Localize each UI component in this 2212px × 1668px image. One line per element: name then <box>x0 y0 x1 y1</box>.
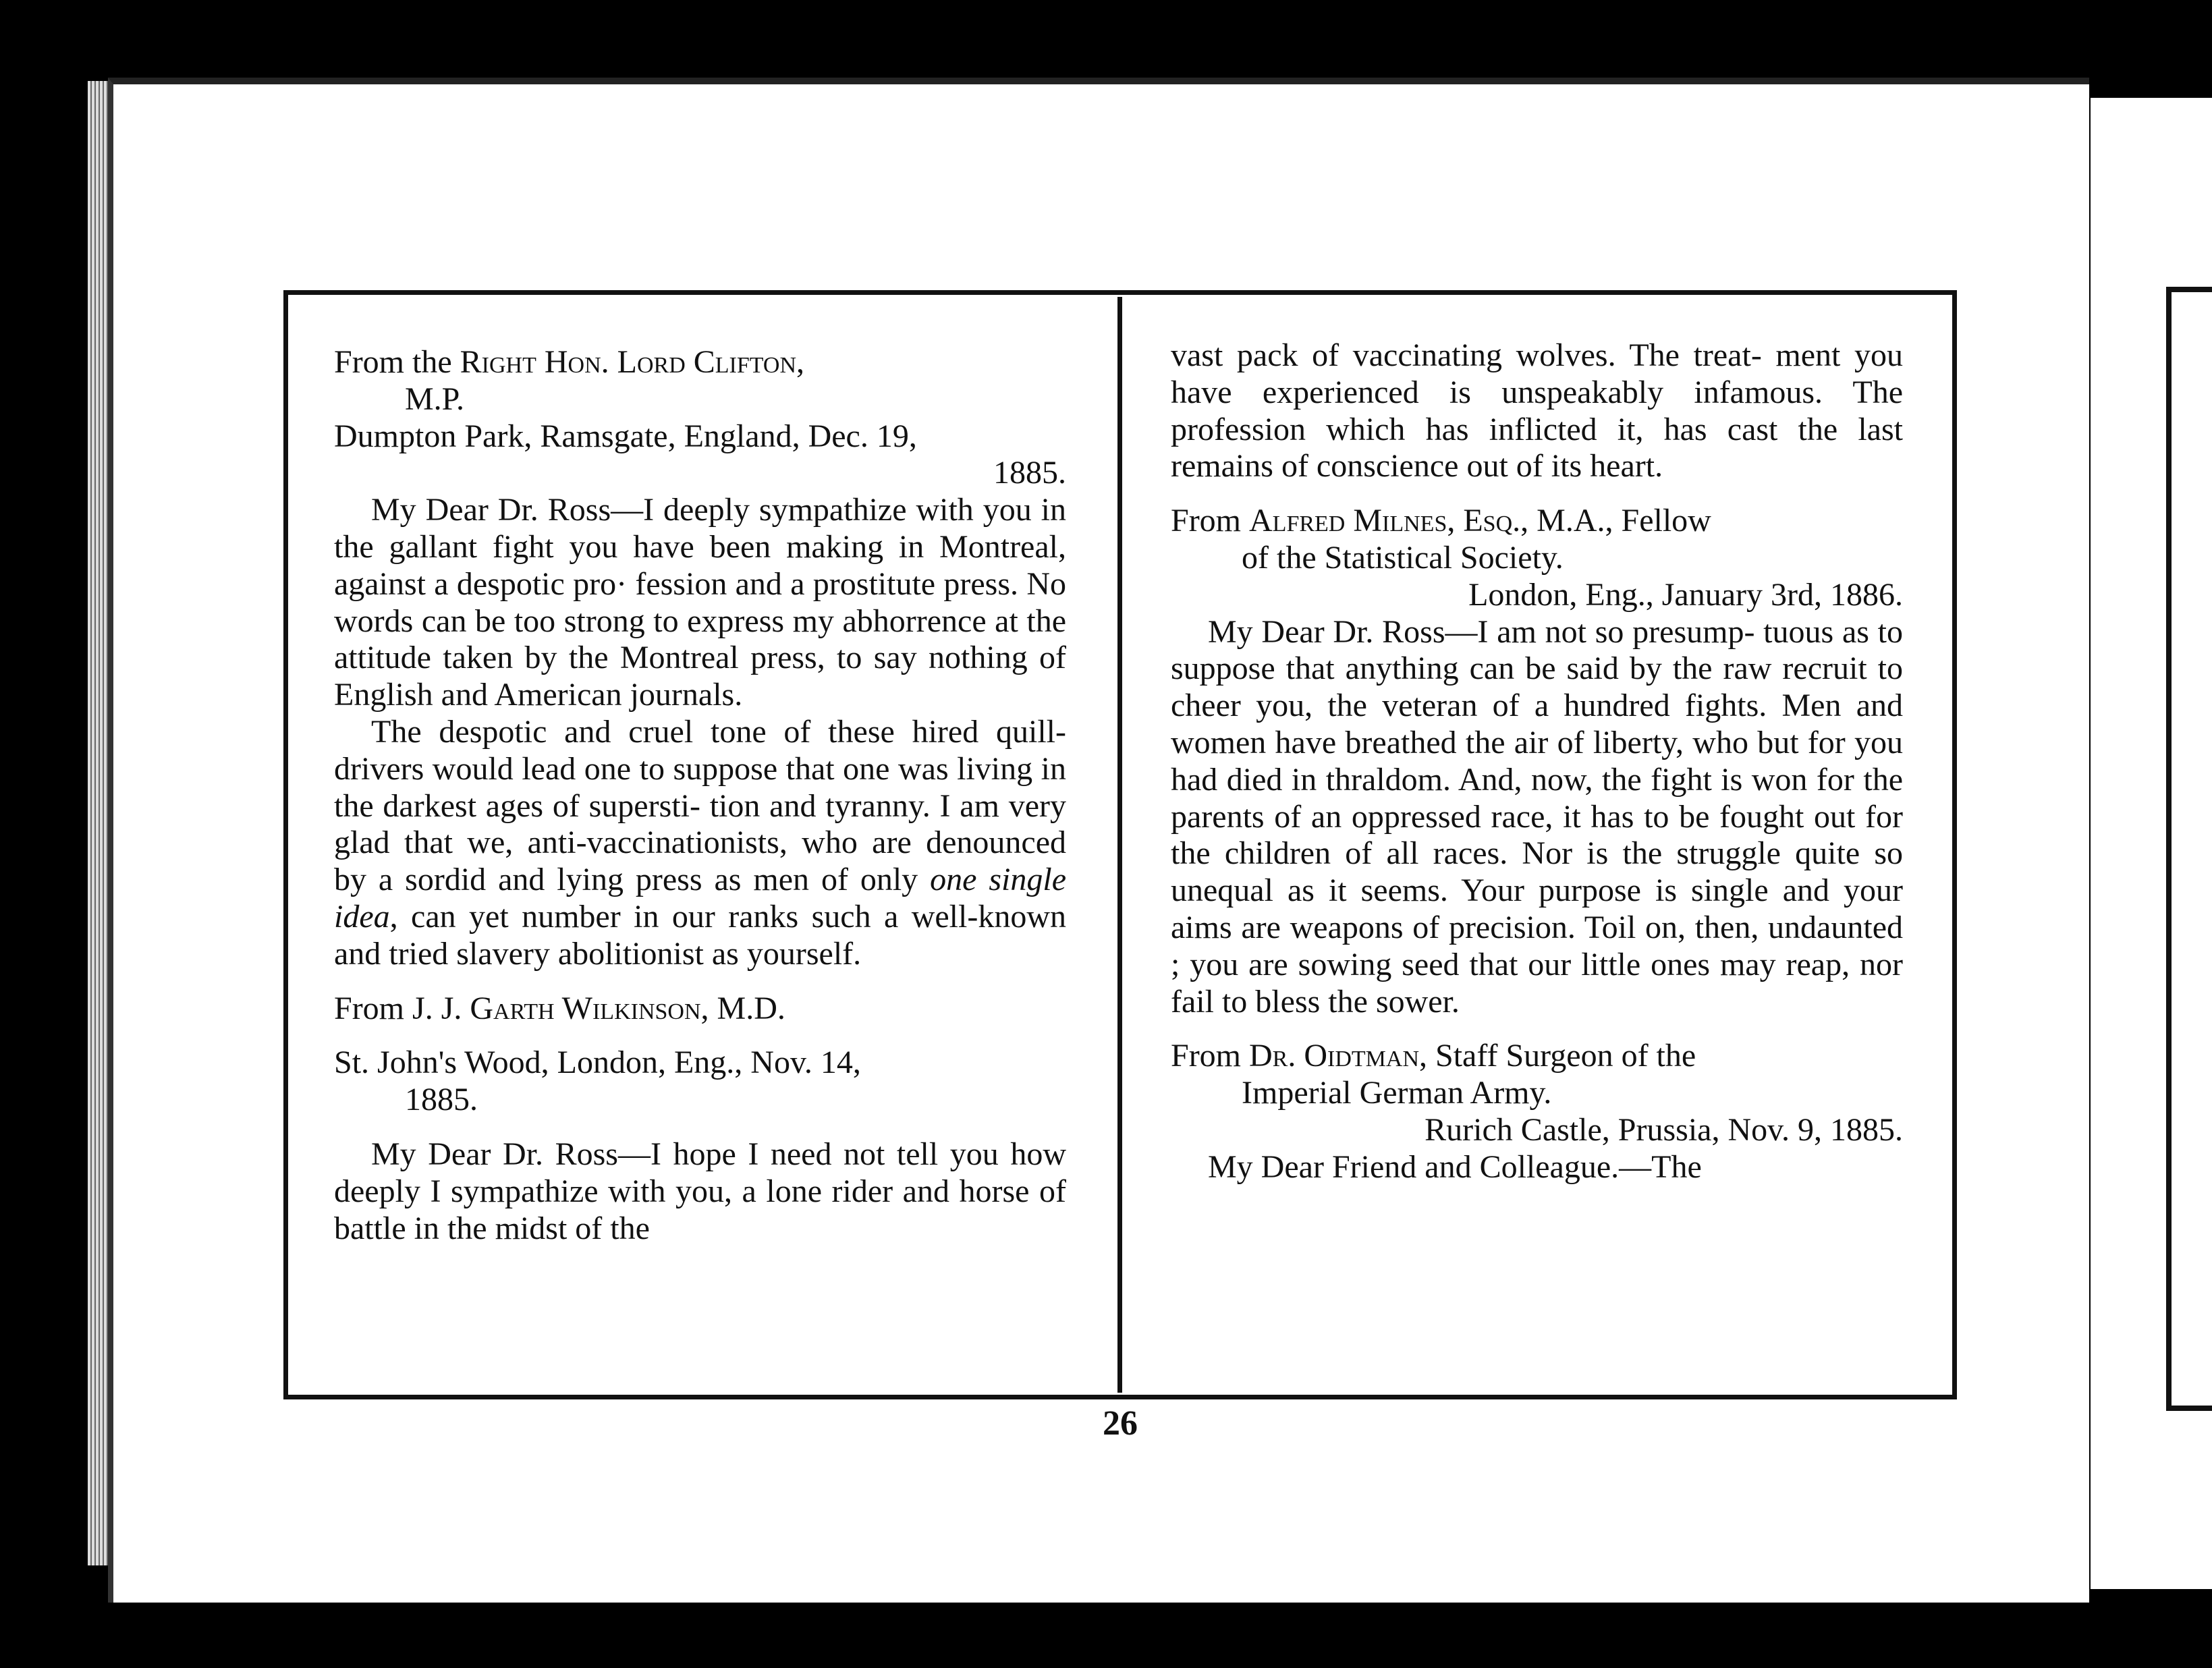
letter-paragraph: My Dear Friend and Colleague.—The <box>1208 1148 1702 1185</box>
letter-place-date: Rurich Castle, Prussia, Nov. 9, 1885. <box>1425 1111 1903 1148</box>
left-column <box>334 344 1066 1247</box>
page-number: 26 <box>1103 1404 1138 1443</box>
heading-title: M.P. <box>405 381 465 417</box>
heading-society: of the Statistical Society. <box>1242 539 1564 576</box>
right-column <box>1171 337 1903 1186</box>
letter-heading-milnes: From Alfred Milnes, Esq., M.A., Fellow <box>1171 503 1711 539</box>
letter-heading-wilkinson: From J. J. Garth Wilkinson, M.D. <box>334 990 785 1026</box>
letter-place-date: St. John's Wood, London, Eng., Nov. 14, <box>334 1045 861 1081</box>
emphasis-text: one single idea <box>334 862 1067 935</box>
letter-paragraph: My Dear Dr. Ross—I deeply sympathize with you in the gallant fight you have been making in Montreal, against a despotic pro· fession and a prostitute press. No words can be too strong to express my abhorrence at the attitude taken by the Montreal press, to say nothing of English and American journals. <box>334 492 1066 713</box>
letter-place-date: London, Eng., January 3rd, 1886. <box>1468 576 1903 613</box>
heading-army: Imperial German Army. <box>1242 1075 1552 1111</box>
letter-heading-oidtman: From Dr. Oidtman, Staff Surgeon of the <box>1171 1038 1696 1074</box>
letter-paragraph: My Dear Dr. Ross—I hope I need not tell you how deeply I sympathize with you, a lone rider and horse of battle in the midst of the <box>334 1136 1066 1246</box>
letter-year: 1885. <box>405 1082 478 1118</box>
letter-heading-clifton: From the Right Hon. Lord Clifton, <box>334 344 805 380</box>
letter-paragraph: vast pack of vaccinating wolves. The treat- ment you have experienced is unspeakably infamous. The profession which has inflicted it, has cast the last remains of conscience out of its heart. <box>1171 337 1903 484</box>
letter-paragraph: My Dear Dr. Ross—I am not so presump- tuous as to suppose that anything can be said by the raw recruit to cheer you, the veteran of a hundred fights. Men and women have breathed the air of liberty, who but for you had died in thraldom. And, now, the fight is won for the parents of an oppressed race, it has to be fought out for the children of all races. Nor is the struggle quite so unequal as it seems. Your purpose is single and your aims are weapons of precision. Toil on, then, undaunted ; you are sowing seed that our little ones may reap, nor fail to bless the sower. <box>1171 613 1903 1020</box>
book-page-edge <box>88 81 108 1565</box>
letter-paragraph: The despotic and cruel tone of these hired quill-drivers would lead one to suppose that one was living in the darkest ages of supersti- tion and tyranny. I am very glad that we, anti-vaccinationists, who are denounced by a sordid and lying press as men of only one single idea, can yet number in our ranks such a well-known and tried slavery abolitionist as yourself. <box>334 713 1067 972</box>
letter-year: 1885. <box>993 455 1066 491</box>
letter-place-date: Dumpton Park, Ramsgate, England, Dec. 19, <box>334 418 917 454</box>
column-divider <box>1117 297 1122 1393</box>
facing-page-frame <box>2166 287 2212 1411</box>
